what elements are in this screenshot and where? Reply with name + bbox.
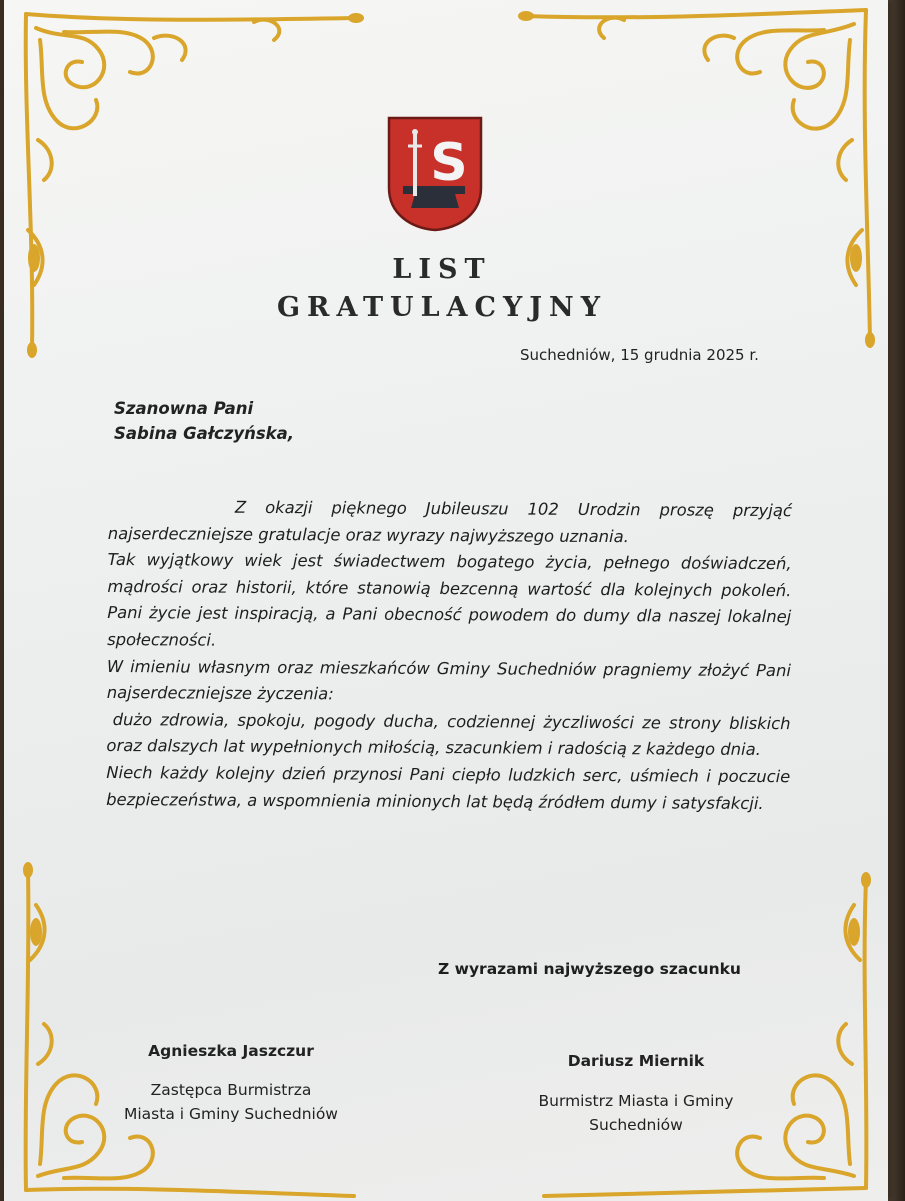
letter-title-line2: GRATULACYJNY — [276, 292, 608, 323]
certificate-page — [4, 0, 888, 1201]
paragraph-life: Tak wyjątkowy wiek jest świadectwem bogatego życia, pełnego doświadczeń, mądrości oraz historii, które stanowią bezcenną wartość dla kolejnych pokoleń. Pani życie jest inspiracją, a Pani obecność powodem do dumy dla naszej lokalnej społeczności. — [107, 550, 792, 650]
crest-letter: S — [430, 133, 468, 193]
signatory-name: Agnieszka Jaszczur — [148, 1042, 314, 1060]
signatory-role-line2: Miasta i Gminy Suchedniów — [123, 1105, 338, 1123]
paragraph-wishes: dużo zdrowia, spokoju, pogody ducha, codziennej życzliwości ze strony bliskich oraz dalszych lat wypełnionych miłością, szacunkiem i radością z każdego dnia. — [106, 709, 791, 760]
place-and-date: Suchedniów, 15 grudnia 2025 r. — [520, 346, 759, 364]
signatory-role-line2: Suchedniów — [589, 1116, 683, 1134]
letter-title-line1: LIST — [392, 254, 492, 285]
signatory-role-line1: Burmistrz Miasta i Gminy — [538, 1092, 734, 1110]
salutation-line1: Szanowna Pani — [114, 399, 254, 418]
letter-body — [106, 494, 792, 817]
signatory-deputy-mayor — [106, 1042, 356, 1126]
salutation-recipient-name: Sabina Gałczyńska, — [114, 424, 295, 443]
closing-phrase: Z wyrazami najwyższego szacunku — [438, 960, 741, 978]
signatory-mayor — [511, 1052, 761, 1137]
coat-of-arms-icon — [387, 116, 483, 232]
signatory-role-line1: Zastępca Burmistrza — [150, 1081, 312, 1099]
salutation — [114, 396, 294, 446]
paragraph-jubilee: Z okazji pięknego Jubileuszu 102 Urodzin proszę przyjąć najserdeczniejsze gratulacje oraz wyrazy najwyższego uznania. — [107, 497, 792, 546]
paragraph-closing-wish: Niech każdy kolejny dzień przynosi Pani ciepło ludzkich serc, uśmiech i poczucie bezpieczeństwa, a wspomnienia minionych lat będą źródłem dumy i satysfakcji. — [106, 762, 791, 813]
signatory-name: Dariusz Miernik — [567, 1052, 705, 1070]
paragraph-on-behalf: W imieniu własnym oraz mieszkańców Gminy Suchedniów pragniemy złożyć Pani najserdeczniejsze życzenia: — [106, 656, 791, 704]
